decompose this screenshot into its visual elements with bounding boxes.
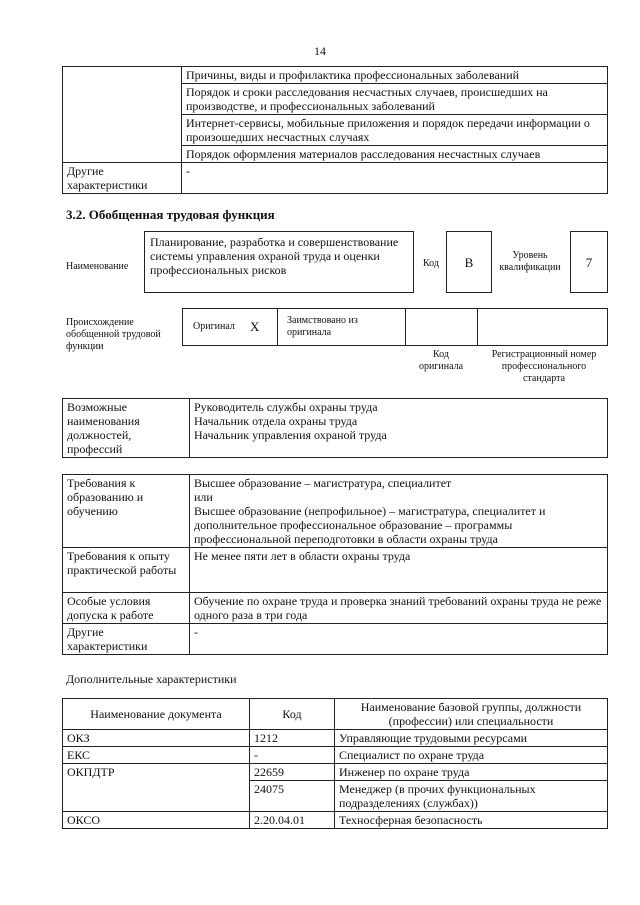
gtf-name-label: Наименование	[66, 261, 129, 272]
top-row-4: Порядок оформления материалов расследования несчастных случаев	[182, 146, 608, 163]
table-row	[63, 764, 608, 781]
position-1: Руководитель службы охраны труда	[194, 400, 378, 414]
origin-reg-caption: Регистрационный номер профессионального стандарта	[491, 349, 597, 384]
top-other-value: -	[182, 163, 608, 194]
add-row-3-code: 22659	[250, 764, 335, 781]
additional-title: Дополнительные характеристики	[66, 672, 237, 686]
req-education-line-3: Высшее образование (непрофильное) – магистратура, специалитет и дополнительное профессиональное образование – программы профессиональной переподготовки в области охраны труда	[194, 504, 546, 546]
table-row	[63, 747, 608, 764]
req-experience-label: Требования к опыту практической работы	[63, 548, 190, 593]
top-table-label-cell	[63, 67, 182, 163]
origin-borrowed-label: Заимствовано из оригинала	[287, 315, 358, 338]
req-other-value: -	[190, 624, 608, 655]
positions-values	[190, 399, 608, 458]
positions-label: Возможные наименования должностей, профессий	[63, 399, 190, 458]
table-row	[63, 812, 608, 829]
origin-divider-3	[477, 309, 478, 345]
add-row-2-doc: ЕКС	[63, 747, 250, 764]
gtf-code-label: Код	[423, 258, 439, 269]
add-row-5-doc: ОКСО	[63, 812, 250, 829]
origin-original-mark: X	[250, 319, 260, 334]
origin-divider-2	[405, 309, 406, 345]
add-row-3-doc: ОКПДТР	[63, 764, 250, 812]
additional-table	[62, 698, 608, 829]
position-3: Начальник управления охраной труда	[194, 428, 387, 442]
origin-code-caption: Код оригинала	[418, 349, 464, 372]
add-row-3-name: Инженер по охране труда	[335, 764, 608, 781]
add-row-5-name: Техносферная безопасность	[335, 812, 608, 829]
add-row-1-code: 1212	[250, 730, 335, 747]
top-row-2: Порядок и сроки расследования несчастных случаев, происшедших на производстве, и профессиональных заболеваний	[182, 84, 608, 115]
add-header-code: Код	[250, 699, 335, 730]
gtf-level-value: 7	[570, 231, 608, 293]
add-row-2-code: -	[250, 747, 335, 764]
top-row-3: Интернет-сервисы, мобильные приложения и порядок передачи информации о произошедших несчастных случаях	[182, 115, 608, 146]
table-row	[63, 730, 608, 747]
top-other-label: Другие характеристики	[63, 163, 182, 194]
req-admission-value: Обучение по охране труда и проверка знаний требований охраны труда не реже одного раза в три года	[190, 593, 608, 624]
add-row-4-code: 24075	[250, 781, 335, 812]
add-row-5-code: 2.20.04.01	[250, 812, 335, 829]
req-education-line-1: Высшее образование – магистратура, специалитет	[194, 476, 452, 490]
section-title: 3.2. Обобщенная трудовая функция	[66, 207, 275, 222]
requirements-table	[62, 474, 608, 655]
req-other-label: Другие характеристики	[63, 624, 190, 655]
origin-original-label: Оригинал	[193, 321, 235, 332]
req-experience-value: Не менее пяти лет в области охраны труда	[190, 548, 608, 593]
add-row-1-doc: ОКЗ	[63, 730, 250, 747]
add-row-4-name: Менеджер (в прочих функциональных подразделениях (службах))	[335, 781, 608, 812]
position-2: Начальник отдела охраны труда	[194, 414, 358, 428]
top-table	[62, 66, 608, 194]
gtf-code-value: B	[446, 231, 492, 293]
req-education-line-2: или	[194, 490, 213, 504]
req-education-value	[190, 475, 608, 548]
gtf-level-label: Уровень квалификации	[499, 250, 561, 273]
gtf-name-value: Планирование, разработка и совершенствование системы управления охраной труда и оценки профессиональных рисков	[144, 231, 414, 293]
top-row-1: Причины, виды и профилактика профессиональных заболеваний	[182, 67, 608, 84]
req-admission-label: Особые условия допуска к работе	[63, 593, 190, 624]
add-header-doc: Наименование документа	[63, 699, 250, 730]
positions-table	[62, 398, 608, 458]
origin-divider-1	[277, 309, 278, 345]
add-header-name: Наименование базовой группы, должности (профессии) или специальности	[335, 699, 608, 730]
req-education-label: Требования к образованию и обучению	[63, 475, 190, 548]
page-number: 14	[314, 44, 326, 58]
origin-box	[182, 308, 608, 346]
add-row-2-name: Специалист по охране труда	[335, 747, 608, 764]
origin-label: Происхождение обобщенной трудовой функции	[66, 317, 161, 352]
add-row-1-name: Управляющие трудовыми ресурсами	[335, 730, 608, 747]
